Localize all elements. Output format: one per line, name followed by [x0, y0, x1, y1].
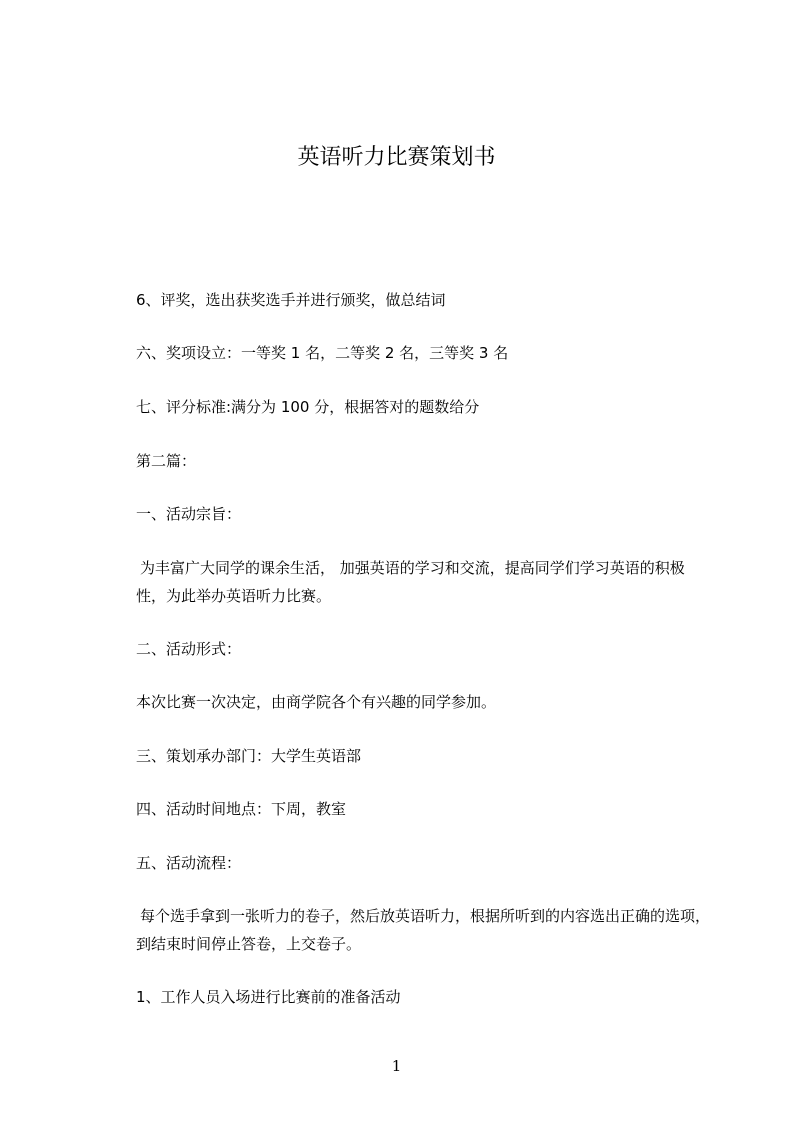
paragraph-purpose-heading: 一、活动宗旨：: [136, 505, 242, 523]
paragraph-step-one: 1、工作人员入场进行比赛前的准备活动: [136, 988, 401, 1006]
paragraph-purpose-body: 为丰富广大同学的课余生活， 加强英语的学习和交流，提高同学们学习英语的积极性，为此举办英语听力比赛。: [136, 559, 685, 605]
paragraph-procedure-body: 每个选手拿到一张听力的卷子，然后放英语听力，根据所听到的内容选出正确的选项，到结束时间停止答卷，上交卷子。: [136, 907, 711, 953]
paragraph-second-part: 第二篇：: [136, 452, 197, 470]
paragraph-time-place: 四、活动时间地点：下周，教室: [136, 800, 347, 818]
paragraph-award-process: 6、评奖，选出获奖选手并进行颁奖，做总结词: [136, 291, 446, 309]
paragraph-format-body: 本次比赛一次决定，由商学院各个有兴趣的同学参加。: [136, 693, 497, 711]
paragraph-scoring-standard: 七、评分标准:满分为 100 分，根据答对的题数给分: [136, 398, 480, 416]
paragraph-procedure-heading: 五、活动流程：: [136, 854, 242, 872]
document-title: 英语听力比赛策划书: [297, 145, 496, 170]
paragraph-award-setup: 六、奖项设立：一等奖 1 名，二等奖 2 名，三等奖 3 名: [136, 344, 509, 362]
paragraph-format-heading: 二、活动形式：: [136, 640, 242, 658]
paragraph-organizer: 三、策划承办部门：大学生英语部: [136, 747, 362, 765]
page-number: 1: [391, 1057, 402, 1075]
